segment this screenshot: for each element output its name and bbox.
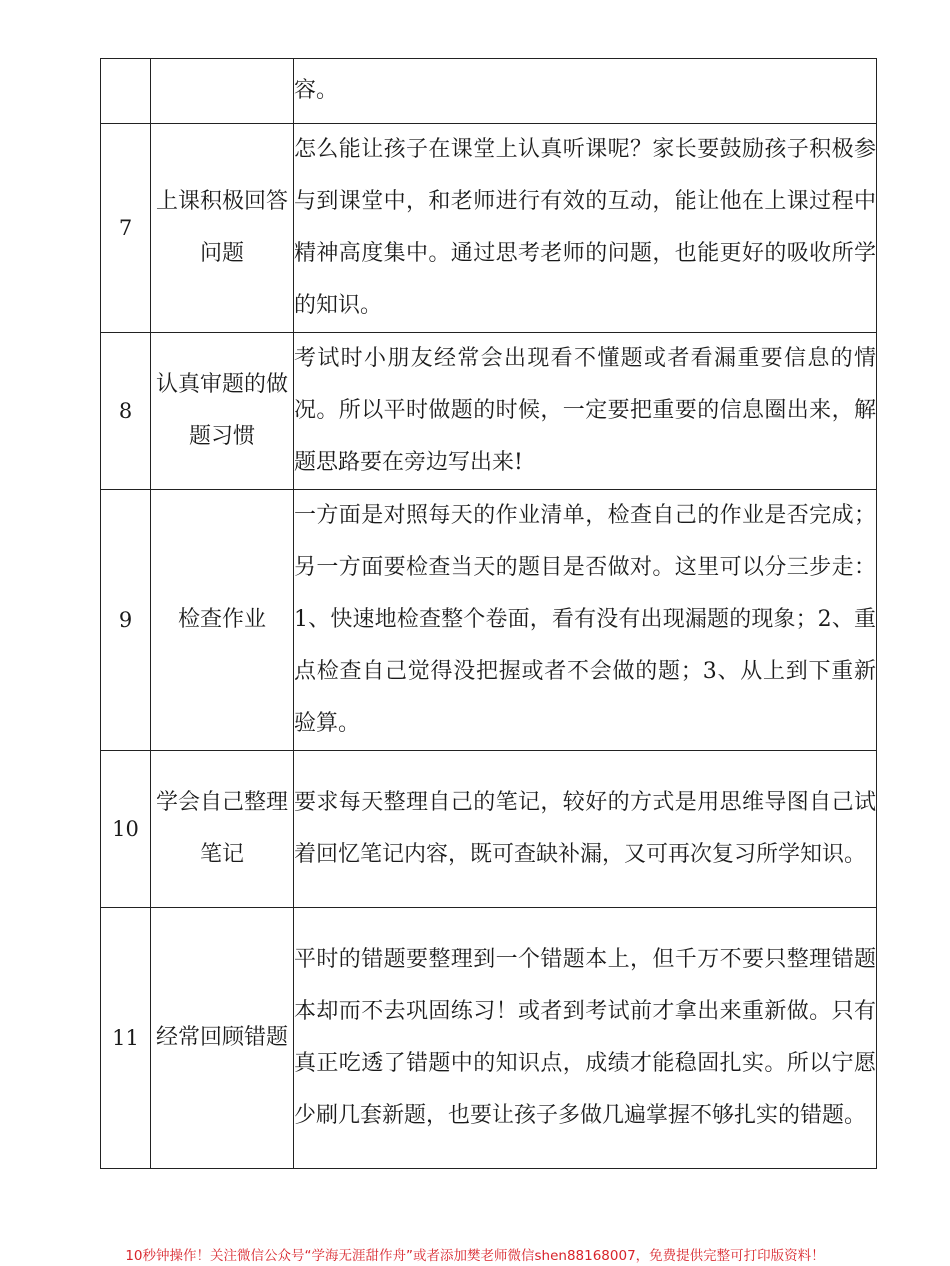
- row-number: [101, 59, 151, 124]
- table-row: [101, 59, 877, 124]
- table-row: [101, 333, 877, 490]
- row-number: 11: [101, 908, 151, 1169]
- footer-promo-text: 10秒钟操作！关注微信公众号“学海无涯甜作舟”或者添加樊老师微信shen88168007，免费提供完整可打印版资料！: [125, 1248, 825, 1264]
- row-title: 认真审题的做题习惯: [151, 333, 294, 490]
- row-number: 10: [101, 751, 151, 908]
- table-row: [101, 908, 877, 1169]
- table-row: [101, 751, 877, 908]
- row-description: 怎么能让孩子在课堂上认真听课呢？家长要鼓励孩子积极参与到课堂中，和老师进行有效的互动，能让他在上课过程中精神高度集中。通过思考老师的问题，也能更好的吸收所学的知识。: [294, 124, 877, 333]
- row-description: 要求每天整理自己的笔记，较好的方式是用思维导图自己试着回忆笔记内容，既可查缺补漏，又可再次复习所学知识。: [294, 751, 877, 908]
- row-title: [151, 59, 294, 124]
- row-description: 平时的错题要整理到一个错题本上，但千万不要只整理错题本却而不去巩固练习！或者到考试前才拿出来重新做。只有真正吃透了错题中的知识点，成绩才能稳固扎实。所以宁愿少刷几套新题，也要让孩子多做几遍掌握不够扎实的错题。: [294, 908, 877, 1169]
- row-description: 一方面是对照每天的作业清单，检查自己的作业是否完成；另一方面要检查当天的题目是否做对。这里可以分三步走：1、快速地检查整个卷面，看有没有出现漏题的现象；2、重点检查自己觉得没把握或者不会做的题；3、从上到下重新验算。: [294, 490, 877, 751]
- row-title: 上课积极回答问题: [151, 124, 294, 333]
- row-number: 8: [101, 333, 151, 490]
- row-number: 9: [101, 490, 151, 751]
- table-row: [101, 124, 877, 333]
- row-title: 检查作业: [151, 490, 294, 751]
- row-title: 经常回顾错题: [151, 908, 294, 1169]
- table-row: [101, 490, 877, 751]
- habits-table: [100, 58, 877, 1169]
- row-description: 考试时小朋友经常会出现看不懂题或者看漏重要信息的情况。所以平时做题的时候，一定要把重要的信息圈出来，解题思路要在旁边写出来!: [294, 333, 877, 490]
- row-title: 学会自己整理笔记: [151, 751, 294, 908]
- row-description: 容。: [294, 59, 877, 124]
- row-number: 7: [101, 124, 151, 333]
